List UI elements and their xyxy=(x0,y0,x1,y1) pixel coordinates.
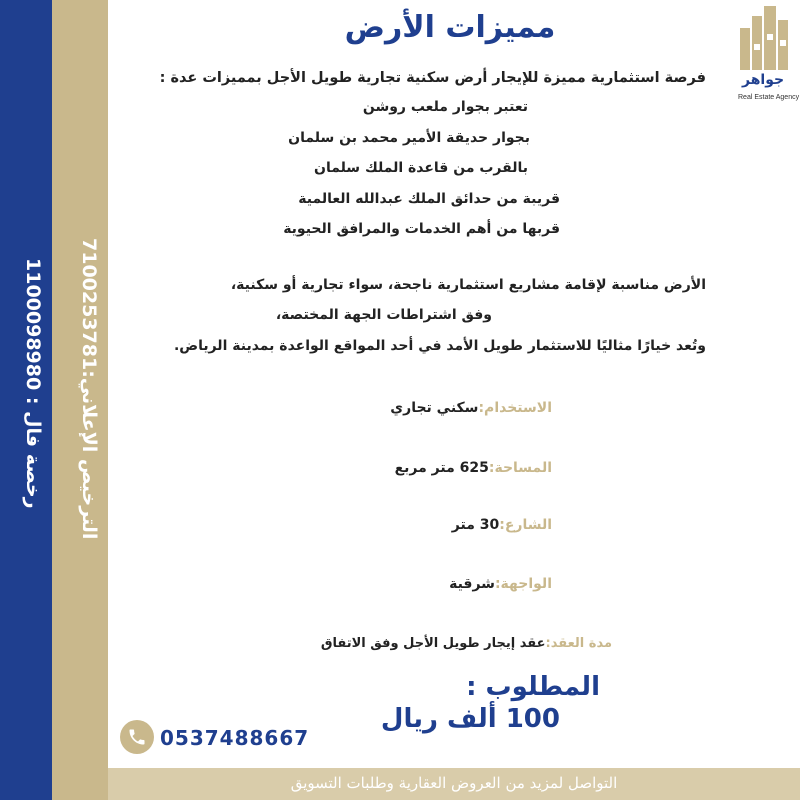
feature-item: قريبة من حدائق الملك عبدالله العالمية xyxy=(298,191,560,207)
spec-street xyxy=(452,517,552,533)
spec-label: الاستخدام: xyxy=(478,400,552,416)
feature-item: بجوار حديقة الأمير محمد بن سلمان xyxy=(288,130,530,146)
spec-usage xyxy=(390,400,552,416)
spec-contract xyxy=(321,636,612,651)
description-line: الأرض مناسبة لإقامة مشاريع استثمارية ناجحة، سواء تجارية أو سكنية، xyxy=(230,277,706,293)
footer-bar xyxy=(108,768,800,800)
building-logo-icon xyxy=(730,4,796,104)
logo-subtitle: Real Estate Agency xyxy=(738,94,800,101)
feature-item: تعتبر بجوار ملعب روشن xyxy=(362,99,528,115)
description-line: وفق اشتراطات الجهة المختصة، xyxy=(275,307,492,323)
footer-text: التواصل لمزيد من العروض العقارية وطلبات التسويق xyxy=(290,774,618,792)
logo-name: جواهر xyxy=(742,72,785,88)
page-title: مميزات الأرض xyxy=(344,10,556,45)
required-label: المطلوب : xyxy=(466,672,600,702)
feature-item: قربها من أهم الخدمات والمرافق الحيوية xyxy=(283,221,560,237)
intro-text: فرصة استثمارية مميزة للإيجار أرض سكنية تجارية طويل الأجل بمميزات عدة : xyxy=(159,70,706,86)
ad-license-text: الترخيص الإعلاني:7100253781 xyxy=(78,238,100,540)
spec-value: شرقية xyxy=(449,576,495,592)
description-line: وتُعد خيارًا مثاليًا للاستثمار طويل الأمد في أحد المواقع الواعدة بمدينة الرياض. xyxy=(173,338,706,354)
feature-item: بالقرب من قاعدة الملك سلمان xyxy=(314,160,528,176)
fal-license-text: رخصة فال : 1100098980 xyxy=(22,258,44,509)
spec-label: مدة العقد: xyxy=(545,636,612,651)
phone-icon xyxy=(120,720,154,754)
spec-label: الواجهة: xyxy=(494,576,552,592)
spec-value: 625 متر مربع xyxy=(394,460,489,476)
price: 100 ألف ريال xyxy=(380,704,560,734)
spec-area xyxy=(395,460,552,476)
spec-label: الشارع: xyxy=(499,517,552,533)
spec-value: 30 متر xyxy=(451,517,500,533)
phone-number[interactable]: 0537488667 xyxy=(160,726,310,750)
spec-value: سكني تجاري xyxy=(390,400,479,416)
spec-facade xyxy=(449,576,552,592)
spec-value: عقد إيجار طويل الأجل وفق الاتفاق xyxy=(320,636,546,651)
spec-label: المساحة: xyxy=(488,460,552,476)
